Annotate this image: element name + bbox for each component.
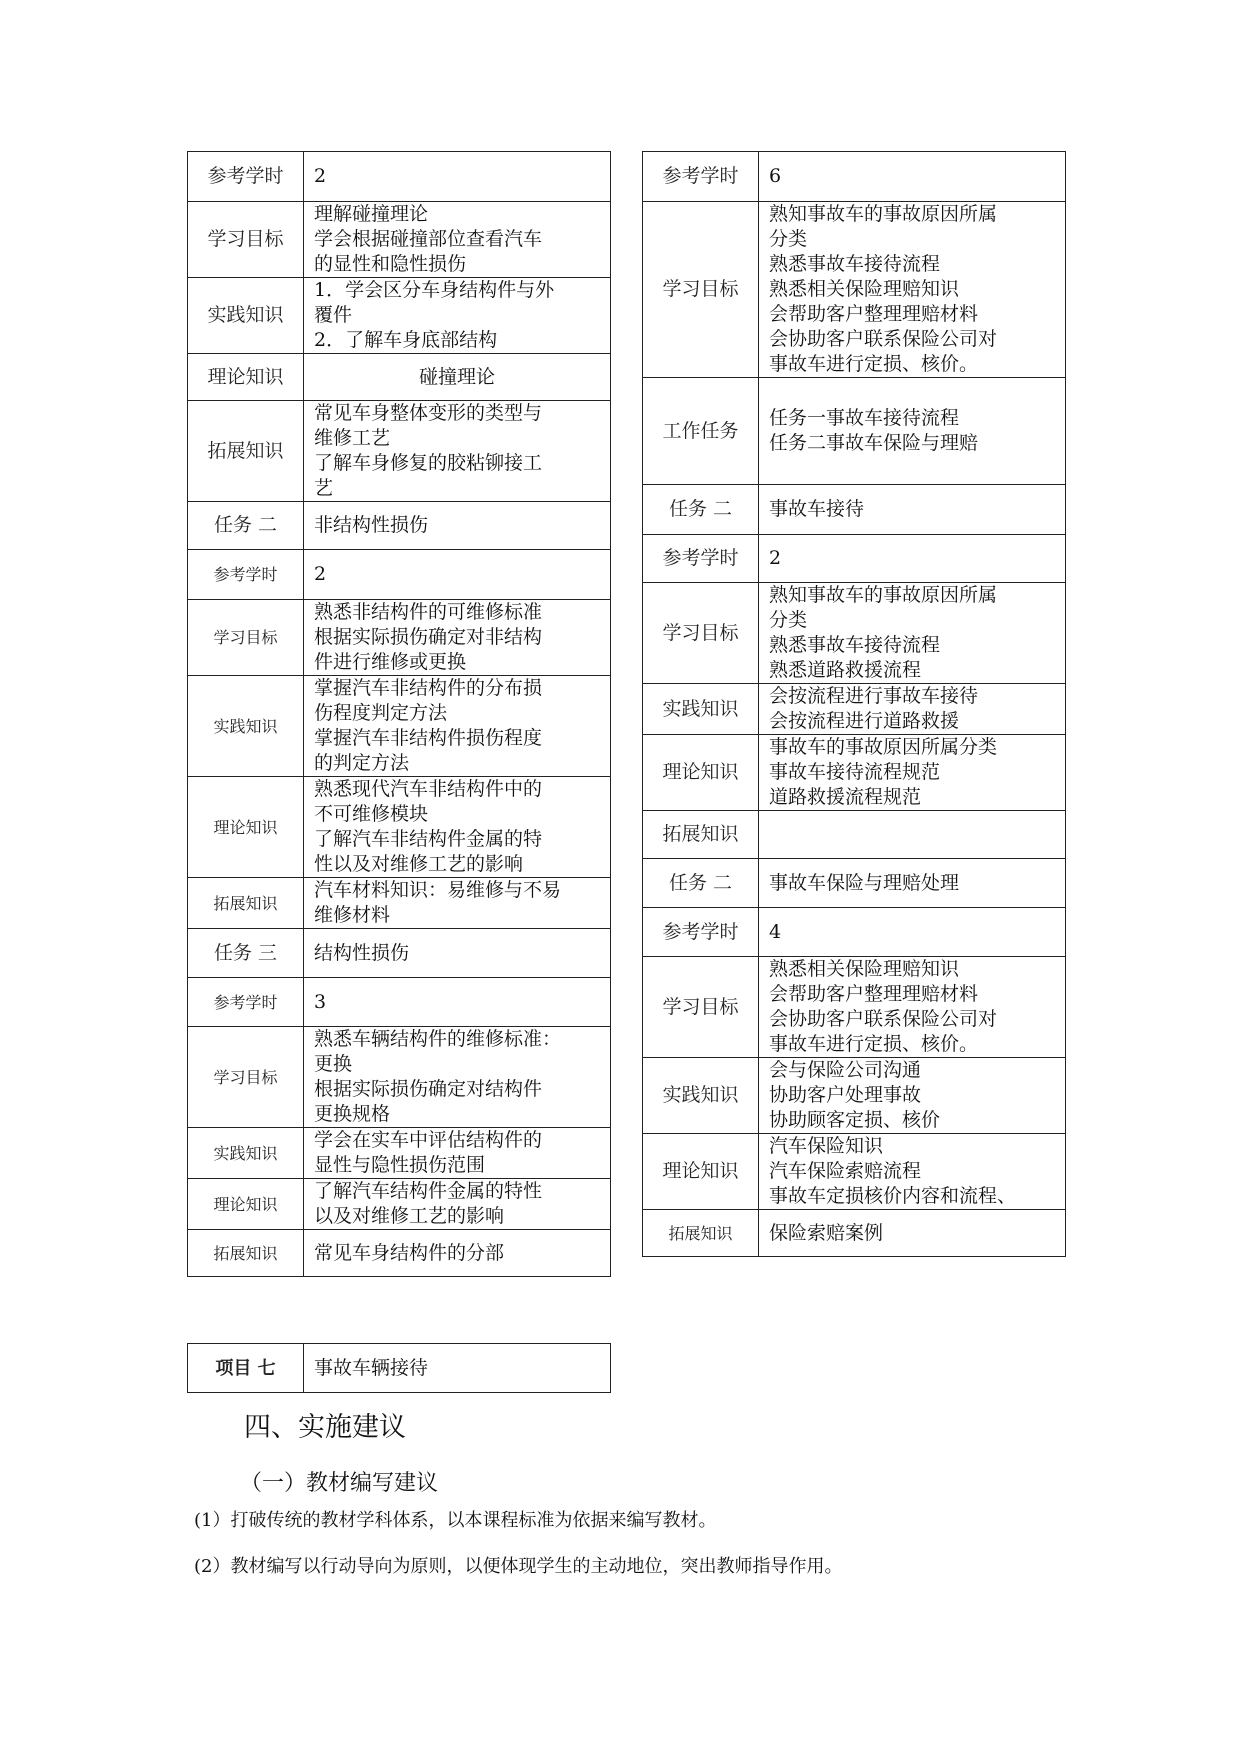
project-value: 事故车辆接待 bbox=[304, 1344, 611, 1393]
right-table-content-line: 保险索赔案例 bbox=[769, 1221, 884, 1244]
section-heading: 四、实施建议 bbox=[244, 1412, 406, 1443]
right-table-row-label: 学习目标 bbox=[643, 583, 759, 684]
left-table-row-label: 学习目标 bbox=[188, 1027, 304, 1128]
left-table-row bbox=[188, 676, 611, 777]
left-table-row-label: 任务 二 bbox=[188, 502, 304, 550]
right-table-row-label: 工作任务 bbox=[643, 378, 759, 485]
right-table-content-line: 熟悉事故车接待流程 bbox=[769, 634, 941, 656]
right-table-row bbox=[643, 908, 1066, 957]
left-table-content-line: 1．学会区分车身结构件与外 bbox=[314, 279, 555, 301]
left-table-content-line: 显性与隐性损伤范围 bbox=[314, 1154, 486, 1176]
right-table-content-line: 6 bbox=[769, 165, 782, 187]
right-table-row bbox=[643, 1058, 1066, 1134]
left-table-row-content bbox=[304, 1230, 611, 1277]
right-table-row-content bbox=[759, 811, 1066, 859]
left-table-row bbox=[188, 1027, 611, 1128]
left-table-content-line: 的判定方法 bbox=[314, 752, 410, 774]
right-table-row-label: 参考学时 bbox=[643, 152, 759, 202]
right-table-content-line: 分类 bbox=[769, 609, 808, 631]
right-table-row bbox=[643, 811, 1066, 859]
right-table-row-label: 拓展知识 bbox=[643, 811, 759, 859]
left-table-row-label: 参考学时 bbox=[188, 152, 304, 202]
right-table-row-content bbox=[759, 1134, 1066, 1210]
right-table-content-line: 事故车接待 bbox=[769, 498, 865, 520]
left-table-row-content bbox=[304, 278, 611, 354]
right-table-row-label: 任务 二 bbox=[643, 485, 759, 535]
right-table-content-line: 协助顾客定损、核价 bbox=[769, 1109, 941, 1131]
left-table-content-line: 2．了解车身底部结构 bbox=[314, 329, 498, 351]
left-table-content-line: 学会在实车中评估结构件的 bbox=[314, 1129, 543, 1151]
left-table-row bbox=[188, 978, 611, 1027]
left-table-row-content bbox=[304, 354, 611, 401]
right-course-table bbox=[642, 151, 1066, 1257]
right-table-row-content bbox=[759, 957, 1066, 1058]
right-table-content-line: 事故车接待流程规范 bbox=[769, 761, 941, 783]
right-table-row-label: 拓展知识 bbox=[643, 1210, 759, 1257]
right-table-row-content bbox=[759, 152, 1066, 202]
left-table-row-label: 拓展知识 bbox=[188, 1230, 304, 1277]
right-table-content-line: 熟悉相关保险理赔知识 bbox=[769, 278, 960, 300]
left-table-content-line: 维修工艺 bbox=[314, 427, 391, 449]
right-table-content-line: 会协助客户联系保险公司对 bbox=[769, 1008, 998, 1030]
right-table-row bbox=[643, 859, 1066, 908]
right-table-content-line: 2 bbox=[769, 547, 782, 569]
left-table-content-line: 更换规格 bbox=[314, 1103, 391, 1125]
right-table-row-label: 学习目标 bbox=[643, 202, 759, 378]
left-table-row-content bbox=[304, 978, 611, 1027]
left-table-row bbox=[188, 502, 611, 550]
left-table-row bbox=[188, 777, 611, 878]
left-table-row-content bbox=[304, 600, 611, 676]
left-table-row bbox=[188, 354, 611, 401]
paragraph-1: (1）打破传统的教材学科体系，以本课程标准为依据来编写教材。 bbox=[194, 1510, 717, 1531]
right-table-row-content bbox=[759, 378, 1066, 485]
right-table-content-line: 熟知事故车的事故原因所属 bbox=[769, 584, 998, 606]
left-table-row-content bbox=[304, 1179, 611, 1230]
left-table-content-line: 常见车身结构件的分部 bbox=[314, 1241, 505, 1264]
right-table-content-line: 汽车保险索赔流程 bbox=[769, 1160, 922, 1182]
right-table-row bbox=[643, 957, 1066, 1058]
left-table-row-content bbox=[304, 550, 611, 600]
left-table-content-line: 覆件 bbox=[314, 304, 353, 326]
right-table-content-line: 熟悉事故车接待流程 bbox=[769, 253, 941, 275]
left-table-row-label: 学习目标 bbox=[188, 202, 304, 278]
sub-heading: （一）教材编写建议 bbox=[240, 1471, 439, 1496]
left-table-content-line: 了解汽车结构件金属的特性 bbox=[314, 1180, 543, 1202]
left-table-row bbox=[188, 278, 611, 354]
right-table-content-line: 事故车进行定损、核价。 bbox=[769, 353, 979, 375]
left-table-content-line: 常见车身整体变形的类型与 bbox=[314, 402, 543, 424]
left-table-row bbox=[188, 202, 611, 278]
left-table-row-label: 实践知识 bbox=[188, 1128, 304, 1179]
left-table-content-line: 非结构性损伤 bbox=[314, 514, 429, 536]
project-label: 项目 七 bbox=[188, 1344, 304, 1393]
right-table-content-line: 会帮助客户整理理赔材料 bbox=[769, 983, 979, 1005]
right-table-row bbox=[643, 684, 1066, 735]
left-table-row bbox=[188, 550, 611, 600]
left-table-row bbox=[188, 401, 611, 502]
left-table-row-content bbox=[304, 929, 611, 978]
right-table-row-content bbox=[759, 1210, 1066, 1257]
left-course-table bbox=[187, 151, 611, 1277]
right-table-content-line: 汽车保险知识 bbox=[769, 1135, 884, 1157]
right-table-content-line: 协助客户处理事故 bbox=[769, 1084, 922, 1106]
right-table-row-label: 理论知识 bbox=[643, 735, 759, 811]
left-table-content-line: 了解车身修复的胶粘铆接工 bbox=[314, 452, 543, 474]
right-table-content-line: 会帮助客户整理理赔材料 bbox=[769, 303, 979, 325]
left-table-row bbox=[188, 152, 611, 202]
left-table-content-line: 的显性和隐性损伤 bbox=[314, 253, 467, 275]
left-table-row bbox=[188, 1230, 611, 1277]
left-table-content-line: 掌握汽车非结构件的分布损 bbox=[314, 677, 543, 699]
right-table-row-content bbox=[759, 908, 1066, 957]
left-table-row-label: 理论知识 bbox=[188, 777, 304, 878]
right-table-row-label: 学习目标 bbox=[643, 957, 759, 1058]
right-table-row-content bbox=[759, 859, 1066, 908]
right-table-row bbox=[643, 152, 1066, 202]
right-table-row bbox=[643, 583, 1066, 684]
right-table-row-content bbox=[759, 1058, 1066, 1134]
right-table-row-label: 实践知识 bbox=[643, 1058, 759, 1134]
left-table-content-line: 3 bbox=[314, 990, 327, 1013]
right-table-content-line: 熟悉道路救援流程 bbox=[769, 659, 922, 681]
left-table-content-line: 了解汽车非结构件金属的特 bbox=[314, 828, 543, 850]
left-table-content-line: 2 bbox=[314, 563, 327, 585]
left-table-content-line: 结构性损伤 bbox=[314, 941, 410, 964]
right-table-content-line: 事故车的事故原因所属分类 bbox=[769, 736, 998, 758]
left-table-row-content bbox=[304, 777, 611, 878]
left-table-row bbox=[188, 929, 611, 978]
right-table-content-line: 任务二事故车保险与理赔 bbox=[769, 432, 979, 454]
left-table-row-content bbox=[304, 152, 611, 202]
left-table-row-label: 实践知识 bbox=[188, 676, 304, 777]
left-table-row-label: 学习目标 bbox=[188, 600, 304, 676]
left-table-content-line: 更换 bbox=[314, 1053, 353, 1075]
left-table-row bbox=[188, 1179, 611, 1230]
left-table-content-line: 碰撞理论 bbox=[418, 365, 495, 388]
left-table-content-line: 理解碰撞理论 bbox=[314, 203, 429, 225]
project-table bbox=[187, 1343, 611, 1393]
right-table-row bbox=[643, 378, 1066, 485]
left-table-row-content bbox=[304, 502, 611, 550]
right-table-content-line: 熟知事故车的事故原因所属 bbox=[769, 203, 998, 225]
right-table-row-content bbox=[759, 485, 1066, 535]
left-table-content-line: 学会根据碰撞部位查看汽车 bbox=[314, 228, 543, 250]
left-table-row bbox=[188, 1128, 611, 1179]
left-table-row-content bbox=[304, 202, 611, 278]
right-table-row-label: 参考学时 bbox=[643, 535, 759, 583]
right-table-row-content bbox=[759, 684, 1066, 735]
right-table-row-label: 理论知识 bbox=[643, 1134, 759, 1210]
right-table-content-line: 熟悉相关保险理赔知识 bbox=[769, 958, 960, 980]
paragraph-2: (2）教材编写以行动导向为原则，以便体现学生的主动地位，突出教师指导作用。 bbox=[194, 1556, 843, 1577]
left-table-row-label: 理论知识 bbox=[188, 354, 304, 401]
left-table-content-line: 汽车材料知识：易维修与不易 bbox=[314, 879, 562, 901]
right-table-row-label: 实践知识 bbox=[643, 684, 759, 735]
right-table-content-line: 会按流程进行道路救援 bbox=[769, 710, 960, 732]
right-table-content-line: 4 bbox=[769, 920, 782, 943]
left-table-row-content bbox=[304, 401, 611, 502]
project-row bbox=[188, 1344, 611, 1393]
left-table-row-content bbox=[304, 878, 611, 929]
left-table-row-content bbox=[304, 1128, 611, 1179]
left-table-row-label: 实践知识 bbox=[188, 278, 304, 354]
left-table-content-line: 伤程度判定方法 bbox=[314, 702, 448, 724]
left-table-content-line: 熟悉车辆结构件的维修标准： bbox=[314, 1028, 562, 1050]
right-table-row bbox=[643, 485, 1066, 535]
left-table-row-label: 理论知识 bbox=[188, 1179, 304, 1230]
left-table-content-line: 件进行维修或更换 bbox=[314, 651, 467, 673]
right-table-row bbox=[643, 735, 1066, 811]
left-table-row-content bbox=[304, 1027, 611, 1128]
left-table-row-content bbox=[304, 676, 611, 777]
left-table-row-label: 参考学时 bbox=[188, 978, 304, 1027]
left-table-row bbox=[188, 600, 611, 676]
right-table-content-line: 事故车进行定损、核价。 bbox=[769, 1033, 979, 1055]
left-table-content-line: 艺 bbox=[314, 477, 334, 499]
right-table-row-content bbox=[759, 202, 1066, 378]
right-table-row bbox=[643, 535, 1066, 583]
left-table-row-label: 拓展知识 bbox=[188, 878, 304, 929]
left-table-content-line: 掌握汽车非结构件损伤程度 bbox=[314, 727, 543, 749]
left-table-row-label: 任务 三 bbox=[188, 929, 304, 978]
right-table-row bbox=[643, 1210, 1066, 1257]
right-table-row-content bbox=[759, 583, 1066, 684]
right-table-row-content bbox=[759, 535, 1066, 583]
left-table-content-line: 根据实际损伤确定对非结构 bbox=[314, 626, 543, 648]
left-table-row-label: 参考学时 bbox=[188, 550, 304, 600]
right-table-content-line: 分类 bbox=[769, 228, 808, 250]
left-table-content-line: 性以及对维修工艺的影响 bbox=[314, 853, 524, 875]
right-table-content-line: 会按流程进行事故车接待 bbox=[769, 685, 979, 707]
right-table-content-line: 事故车保险与理赔处理 bbox=[769, 871, 960, 894]
left-table-content-line: 不可维修模块 bbox=[314, 803, 429, 825]
right-table-row bbox=[643, 1134, 1066, 1210]
left-table-content-line: 以及对维修工艺的影响 bbox=[314, 1205, 505, 1227]
left-table-content-line: 2 bbox=[314, 165, 327, 187]
right-table-content-line: 任务一事故车接待流程 bbox=[769, 407, 960, 429]
left-table-row bbox=[188, 878, 611, 929]
right-table-content-line: 道路救援流程规范 bbox=[769, 786, 922, 808]
left-table-content-line: 熟悉非结构件的可维修标准 bbox=[314, 601, 543, 623]
right-table-row-content bbox=[759, 735, 1066, 811]
right-table-row-label: 任务 二 bbox=[643, 859, 759, 908]
left-table-content-line: 熟悉现代汽车非结构件中的 bbox=[314, 778, 543, 800]
right-table-row bbox=[643, 202, 1066, 378]
left-table-row-label: 拓展知识 bbox=[188, 401, 304, 502]
left-table-content-line: 维修材料 bbox=[314, 904, 391, 926]
right-table-content-line: 会协助客户联系保险公司对 bbox=[769, 328, 998, 350]
right-table-content-line: 事故车定损核价内容和流程、 bbox=[769, 1185, 1017, 1207]
right-table-row-label: 参考学时 bbox=[643, 908, 759, 957]
right-table-content-line: 会与保险公司沟通 bbox=[769, 1059, 922, 1081]
left-table-content-line: 根据实际损伤确定对结构件 bbox=[314, 1078, 543, 1100]
